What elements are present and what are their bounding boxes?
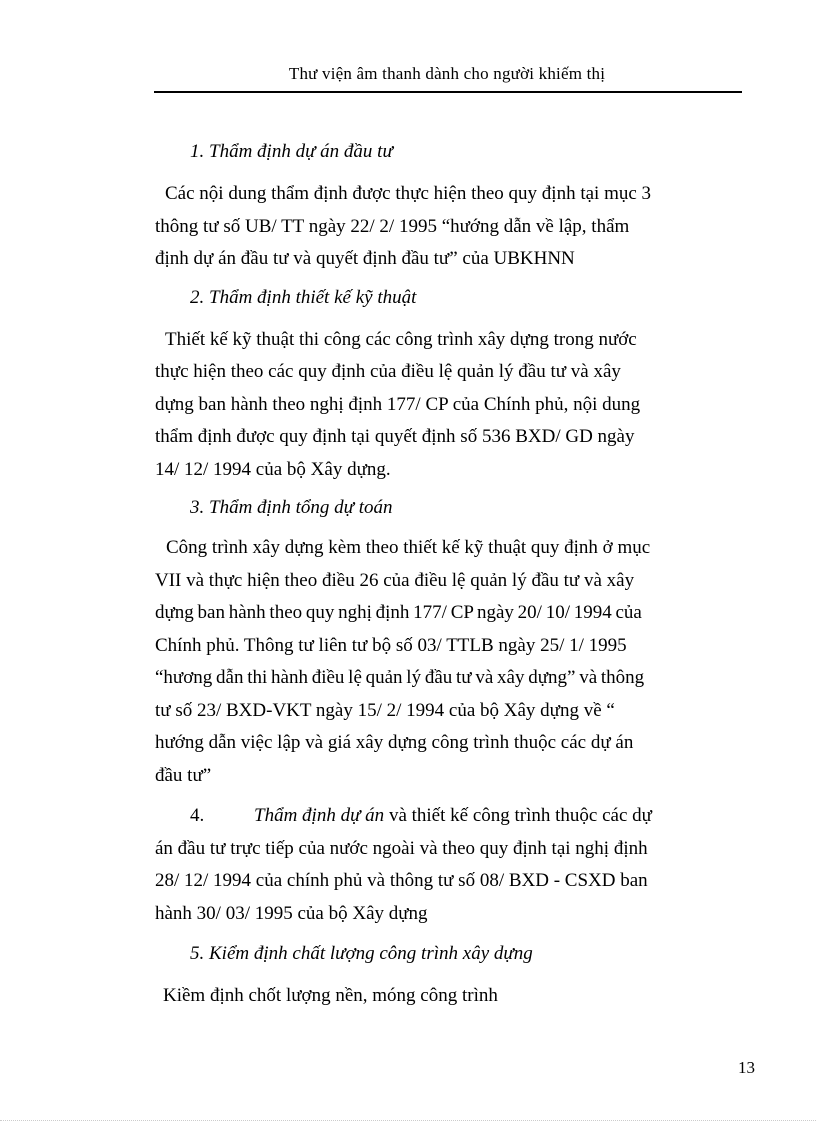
document-body	[155, 136, 739, 1013]
paragraph-line: tư số 23/ BXD-VKT ngày 15/ 2/ 1994 của bộ Xây dựng về “	[155, 699, 615, 721]
page-number: 13	[738, 1058, 755, 1077]
paragraph-line: Chính phủ. Thông tư liên tư bộ số 03/ TTLB ngày 25/ 1/ 1995	[155, 634, 627, 656]
running-header: Thư viện âm thanh dành cho người khiếm thị	[288, 64, 606, 83]
paragraph-line: án đầu tư trực tiếp của nước ngoài và theo quy định tại nghị định	[155, 837, 648, 859]
section-paragraph-3	[155, 532, 739, 792]
section-heading-2: 2. Thẩm định thiết kế kỹ thuật	[190, 286, 417, 308]
paragraph-line: “hương dẫn thi hành điều lệ quản lý đầu tư và xây dựng” và thông	[155, 667, 645, 688]
paragraph-line: hành 30/ 03/ 1995 của bộ Xây dựng	[155, 902, 428, 924]
paragraph-line: Công trình xây dựng kèm theo thiết kế kỹ thuật quy định ở mục	[166, 537, 651, 558]
section-paragraph-2	[155, 324, 739, 487]
paragraph-line: thẩm định được quy định tại quyết định số 536 BXD/ GD ngày	[155, 426, 635, 447]
paragraph-line: dựng ban hành theo quy nghị định 177/ CP ngày 20/ 10/ 1994 của	[155, 602, 642, 623]
paragraph-line: đầu tư”	[155, 764, 212, 786]
section-paragraph-5	[163, 980, 739, 1013]
paragraph-line: Kiềm định chốt lượng nền, móng công trình	[163, 985, 498, 1006]
section-paragraph-1	[155, 178, 739, 276]
paragraph-line: 14/ 12/ 1994 của bộ Xây dựng.	[155, 458, 391, 480]
section-heading-4: Thẩm định dự án	[254, 805, 385, 826]
paragraph-line-first	[155, 800, 739, 833]
section-heading-1: 1. Thẩm định dự án đầu tư	[190, 141, 393, 162]
section-number-4: 4.	[190, 805, 205, 826]
paragraph-line: VII và thực hiện theo điều 26 của điều lệ quản lý đầu tư và xây	[155, 569, 635, 591]
paragraph-line: Thiết kế kỹ thuật thi công các công trình xây dựng trong nước	[165, 328, 637, 350]
section-heading-3: 3. Thẩm định tổng dự toán	[190, 497, 393, 518]
footer-dotted-line	[0, 1120, 816, 1121]
paragraph-line-rest: và thiết kế công trình thuộc các dự	[384, 805, 652, 826]
paragraph-line: thông tư số UB/ TT ngày 22/ 2/ 1995 “hướng dẫn về lập, thẩm	[155, 215, 630, 237]
paragraph-line: thực hiện theo các quy định của điều lệ quản lý đầu tư và xây	[155, 361, 621, 382]
paragraph-line: Các nội dung thẩm định được thực hiện theo quy định tại mục 3	[165, 183, 652, 204]
section-heading-5: 5. Kiểm định chất lượng công trình xây dựng	[190, 943, 533, 964]
paragraph-line: định dự án đầu tư và quyết định đầu tư” của UBKHNN	[155, 248, 575, 269]
paragraph-line: 28/ 12/ 1994 của chính phủ và thông tư số 08/ BXD - CSXD ban	[155, 870, 648, 891]
paragraph-line: hướng dẫn việc lập và giá xây dựng công trình thuộc các dự án	[155, 732, 634, 753]
section-paragraph-4	[155, 800, 739, 930]
header-rule	[154, 91, 742, 93]
paragraph-line: dựng ban hành theo nghị định 177/ CP của Chính phủ, nội dung	[155, 393, 641, 415]
